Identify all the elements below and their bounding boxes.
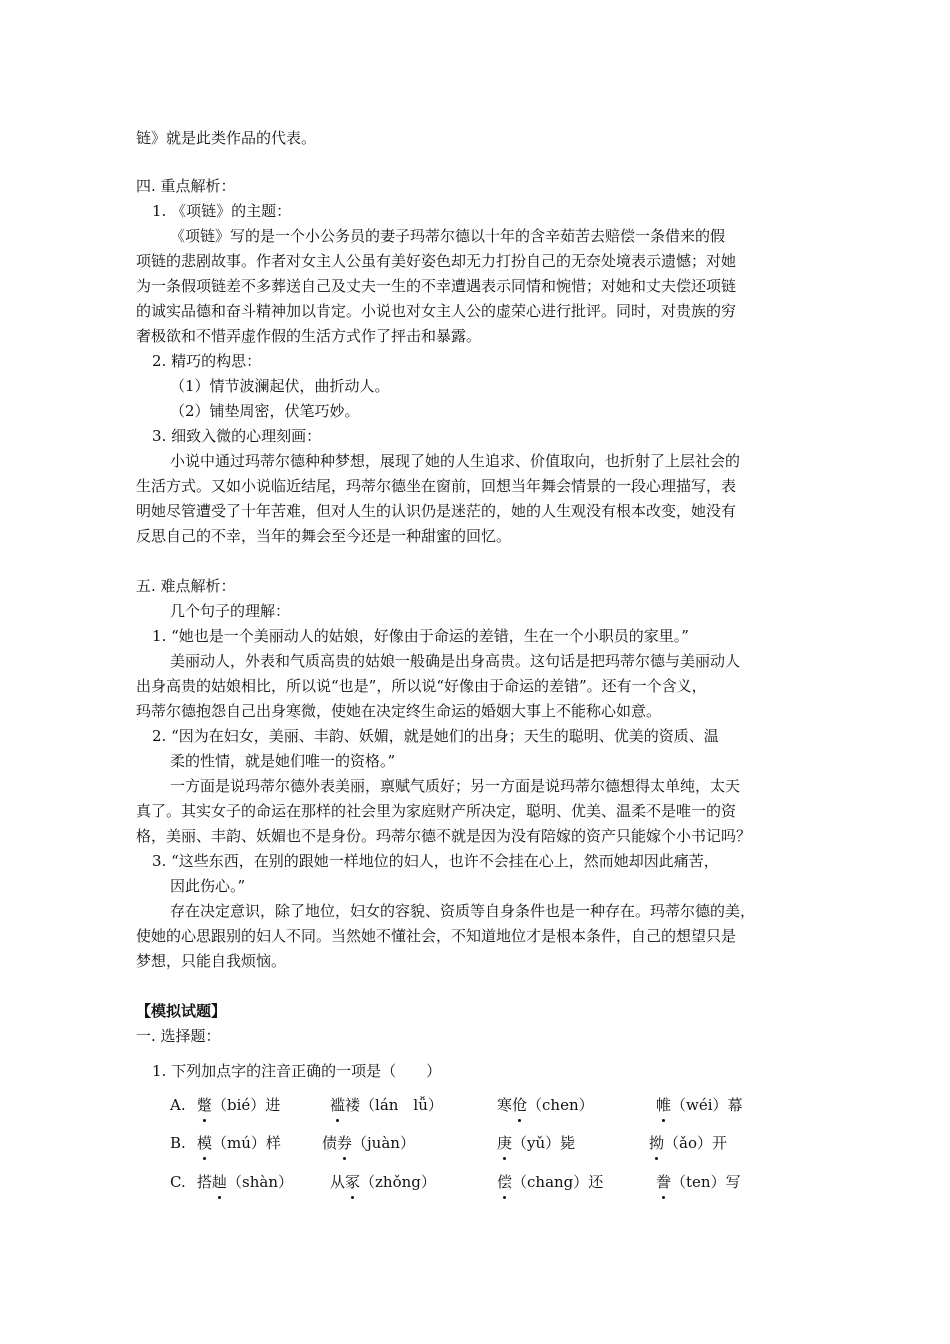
text-line: （2）铺垫周密，伏笔巧妙。 [170,402,360,420]
text-line: 玛蒂尔德抱怨自己出身寒微，使她在决定终生命运的婚姻大事上不能称心如意。 [136,702,662,720]
item-text: （ǎo）开 [664,1134,727,1152]
option-item [322,1132,415,1154]
option-item [656,1171,741,1193]
text-line: 的诚实品德和奋斗精神加以肯定。小说也对女主人公的虚荣心进行批评。同时，对贵族的穷 [136,302,737,320]
item-prefix: 债 [322,1134,338,1152]
text-line: 一方面是说玛蒂尔德外表美丽，禀赋气质好；另一方面是说玛蒂尔德想得太单纯，太天 [170,777,741,795]
text-line: 《项链》写的是一个小公务员的妻子玛蒂尔德以十年的含辛茹苦去赔偿一条借来的假 [170,227,726,245]
item-text: （bié）进 [212,1096,281,1114]
item-prefix: 寒 [497,1096,513,1114]
text-line: 因此伤心。” [170,877,246,895]
text-line: 真了。其实女子的命运在那样的社会里为家庭财产所决定，聪明、优美、温柔不是唯一的资 [136,802,737,820]
item-text: （juàn） [352,1134,415,1152]
text-line: 链》就是此类作品的代表。 [136,129,317,147]
dotted-char: 帷 [656,1096,672,1114]
text-line: 1. “她也是一个美丽动人的姑娘，好像由于命运的差错，生在一个小职员的家里。” [152,627,689,645]
dotted-char: 模 [197,1134,213,1152]
option-item [197,1132,281,1154]
item-text: 褛（lán lǚ） [345,1096,443,1114]
option-item [656,1094,743,1116]
item-text: （shàn） [227,1173,293,1191]
subheading: 2. 精巧的构思： [152,352,262,370]
text-line: 存在决定意识，除了地位，妇女的容貌、资质等自身条件也是一种存在。玛蒂尔德的美， [170,902,756,920]
item-text: （chen） [527,1096,594,1114]
dotted-char: 冢 [345,1173,361,1191]
text-line: 小说中通过玛蒂尔德种种梦想，展现了她的人生追求、价值取向，也折射了上层社会的 [170,452,741,470]
text-line: （1）情节波澜起伏，曲折动人。 [170,377,390,395]
option-item [197,1171,293,1193]
item-prefix: 搭 [197,1173,213,1191]
option-item [497,1094,594,1116]
dotted-char: 蹩 [197,1096,213,1114]
option-label: B. [170,1134,186,1152]
section-heading: 五. 难点解析： [136,577,236,595]
text-line: 美丽动人，外表和气质高贵的姑娘一般确是出身高贵。这句话是把玛蒂尔德与美丽动人 [170,652,741,670]
option-item [649,1132,727,1154]
option-label: C. [170,1173,186,1191]
text-line: 反思自己的不幸，当年的舞会至今还是一种甜蜜的回忆。 [136,527,512,545]
item-text: （chang）还 [512,1173,604,1191]
text-line: 出身高贵的姑娘相比，所以说“也是”，所以说“好像由于命运的差错”。还有一个含义， [136,677,707,695]
subheading: 3. 细致入微的心理刻画： [152,427,322,445]
option-item [497,1171,603,1193]
text-line: 使她的心思跟别的妇人不同。当然她不懂社会，不知道地位才是根本条件，自己的想望只是 [136,927,737,945]
text-line: 奢极欲和不惜弄虚作假的生活方式作了抨击和暴露。 [136,327,482,345]
item-prefix: 从 [330,1173,346,1191]
text-line: 梦想，只能自我烦恼。 [136,952,287,970]
section-heading: 一. 选择题： [136,1027,221,1045]
text-line: 生活方式。又如小说临近结尾，玛蒂尔德坐在窗前，回想当年舞会情景的一段心理描写，表 [136,477,737,495]
option-label: A. [170,1096,186,1114]
option-item [497,1132,575,1154]
dotted-char: 庚 [497,1134,513,1152]
option-item [197,1094,280,1116]
subheading: 1. 《项链》的主题： [152,202,292,220]
dotted-char: 褴 [330,1096,346,1114]
item-text: （mú）样 [212,1134,281,1152]
dotted-char: 拗 [649,1134,665,1152]
text-line: 几个句子的理解： [170,602,291,620]
text-line: 2. “因为在妇女，美丽、丰韵、妖媚，就是她们的出身；天生的聪明、优美的资质、温 [152,727,719,745]
text-line: 为一条假项链差不多葬送自己及丈夫一生的不幸遭遇表示同情和惋惜；对她和丈夫偿还项链 [136,277,737,295]
text-line: 明她尽管遭受了十年苦难，但对人生的认识仍是迷茫的，她的人生观没有根本改变，她没有 [136,502,737,520]
dotted-char: 赸 [212,1173,228,1191]
item-text: （zhǒng） [360,1173,436,1191]
dotted-char: 伧 [512,1096,528,1114]
text-line: 柔的性情，就是她们唯一的资格。” [170,752,396,770]
section-heading: 四. 重点解析： [136,177,236,195]
option-item [330,1094,443,1116]
dotted-char: 誊 [656,1173,672,1191]
question-stem: 1. 下列加点字的注音正确的一项是（ ） [152,1062,442,1080]
item-text: （wéi）幕 [671,1096,743,1114]
text-line: 3. “这些东西，在别的跟她一样地位的妇人，也许不会挂在心上，然而她却因此痛苦， [152,852,719,870]
text-line: 格，美丽、丰韵、妖媚也不是身份。玛蒂尔德不就是因为没有陪嫁的资产只能嫁个小书记吗？ [136,827,752,845]
item-text: （yǔ）毙 [512,1134,576,1152]
dotted-char: 偿 [497,1173,513,1191]
dotted-char: 券 [337,1134,353,1152]
item-text: （ten）写 [671,1173,741,1191]
option-item [330,1171,436,1193]
exam-heading: 【模拟试题】 [136,1002,227,1020]
text-line: 项链的悲剧故事。作者对女主人公虽有美好姿色却无力打扮自己的无奈处境表示遗憾；对她 [136,252,737,270]
